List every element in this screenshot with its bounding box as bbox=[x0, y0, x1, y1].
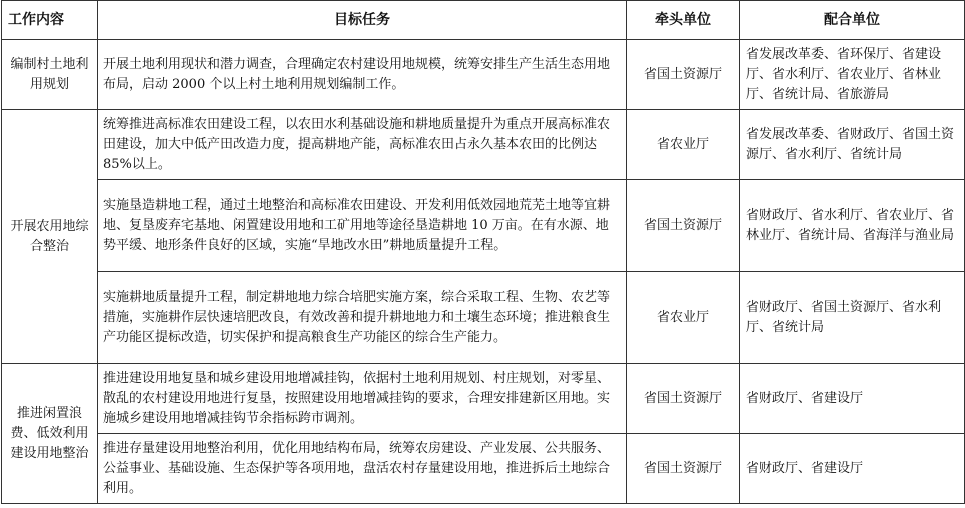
table-row bbox=[2, 364, 965, 434]
task-table bbox=[1, 0, 965, 504]
work-content-cell: 开展农用地综合整治 bbox=[2, 110, 98, 364]
table-header-row bbox=[2, 1, 965, 40]
header-cooperating-units: 配合单位 bbox=[740, 1, 965, 40]
header-work-content: 工作内容 bbox=[2, 1, 98, 40]
work-content-cell: 编制村土地利用规划 bbox=[2, 40, 98, 110]
table-row bbox=[2, 434, 965, 504]
lead-unit-cell: 省农业厅 bbox=[627, 272, 740, 364]
cooperating-units-cell: 省财政厅、省水利厅、省农业厅、省林业厅、省统计局、省海洋与渔业局 bbox=[740, 180, 965, 272]
target-task-cell: 推进建设用地复垦和城乡建设用地增减挂钩，依据村土地利用规划、村庄规划，对零星、散乱的农村建设用地进行复垦，按照建设用地增减挂钩的要求，合理安排建新区用地。实施城乡建设用地增减挂钩节余指标跨市调剂。 bbox=[98, 364, 627, 434]
work-content-cell: 推进闲置浪费、低效利用建设用地整治 bbox=[2, 364, 98, 504]
lead-unit-cell: 省国土资源厅 bbox=[627, 180, 740, 272]
lead-unit-cell: 省国土资源厅 bbox=[627, 364, 740, 434]
cooperating-units-cell: 省财政厅、省国土资源厅、省水利厅、省统计局 bbox=[740, 272, 965, 364]
target-task-cell: 推进存量建设用地整治利用，优化用地结构布局，统筹农房建设、产业发展、公共服务、公益事业、基础设施、生态保护等各项用地，盘活农村存量建设用地，推进拆后土地综合利用。 bbox=[98, 434, 627, 504]
target-task-cell: 实施耕地质量提升工程，制定耕地地力综合培肥实施方案，综合采取工程、生物、农艺等措施，实施耕作层快速培肥改良，有效改善和提升耕地地力和土壤生态环境；推进粮食生产功能区提标改造，切实保护和提高粮食生产功能区的综合生产能力。 bbox=[98, 272, 627, 364]
table-row bbox=[2, 110, 965, 180]
target-task-cell: 实施垦造耕地工程，通过土地整治和高标准农田建设、开发利用低效园地荒芜土地等宜耕地、复垦废弃宅基地、闲置建设用地和工矿用地等途径垦造耕地 10 万亩。在有水源、地势平缓、地形条件良好的区域，实施“旱地改水田”耕地质量提升工程。 bbox=[98, 180, 627, 272]
table-row bbox=[2, 180, 965, 272]
table-row bbox=[2, 272, 965, 364]
target-task-cell: 统筹推进高标准农田建设工程，以农田水利基础设施和耕地质量提升为重点开展高标准农田建设，加大中低产田改造力度，提高耕地产能，高标准农田占永久基本农田的比例达 85%以上。 bbox=[98, 110, 627, 180]
cooperating-units-cell: 省发展改革委、省财政厅、省国土资源厅、省水利厅、省统计局 bbox=[740, 110, 965, 180]
cooperating-units-cell: 省财政厅、省建设厅 bbox=[740, 364, 965, 434]
target-task-cell: 开展土地利用现状和潜力调查，合理确定农村建设用地规模，统筹安排生产生活生态用地布局，启动 2000 个以上村土地利用规划编制工作。 bbox=[98, 40, 627, 110]
header-target-task: 目标任务 bbox=[98, 1, 627, 40]
lead-unit-cell: 省国土资源厅 bbox=[627, 434, 740, 504]
cooperating-units-cell: 省发展改革委、省环保厅、省建设厅、省水利厅、省农业厅、省林业厅、省统计局、省旅游局 bbox=[740, 40, 965, 110]
lead-unit-cell: 省国土资源厅 bbox=[627, 40, 740, 110]
table-row bbox=[2, 40, 965, 110]
cooperating-units-cell: 省财政厅、省建设厅 bbox=[740, 434, 965, 504]
lead-unit-cell: 省农业厅 bbox=[627, 110, 740, 180]
header-lead-unit: 牵头单位 bbox=[627, 1, 740, 40]
